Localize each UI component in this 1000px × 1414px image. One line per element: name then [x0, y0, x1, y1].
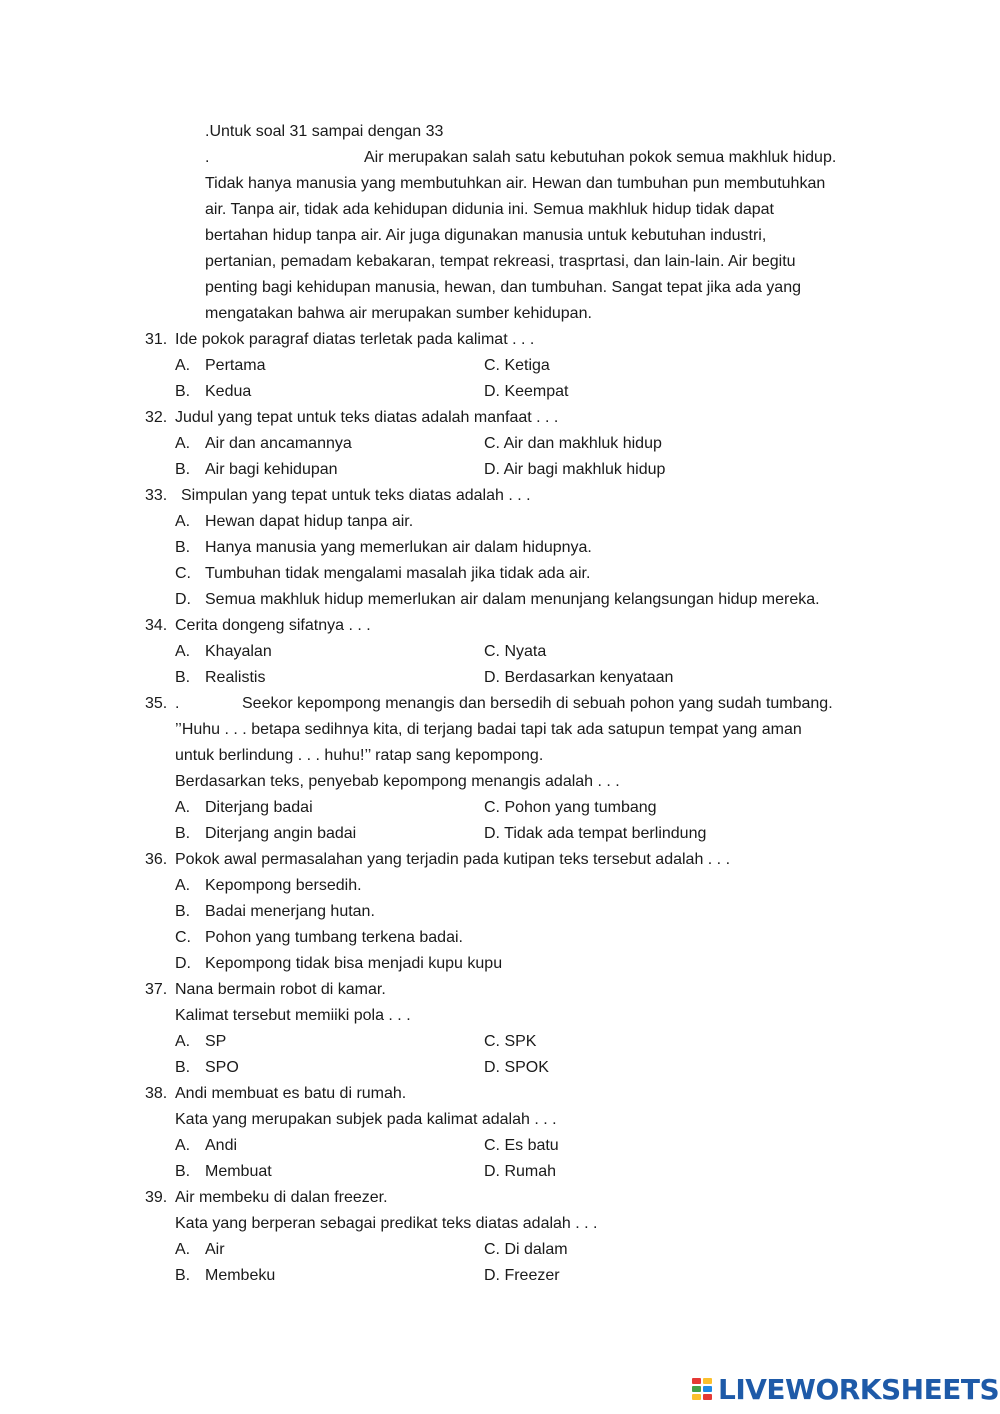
option-letter: A. — [175, 1241, 191, 1258]
passage-line-2: Tidak hanya manusia yang membutuhkan air. Hewan dan tumbuhan pun membutuhkan — [205, 175, 826, 192]
q39-question-text: Kata yang berperan sebagai predikat teks diatas adalah . . . — [175, 1215, 598, 1232]
q37-question-text: Kalimat tersebut memiiki pola . . . — [175, 1007, 411, 1024]
question-38 — [0, 1081, 1000, 1107]
option-text: Badai menerjang hutan. — [205, 903, 375, 920]
option-letter: B. — [175, 461, 191, 478]
option-letter: C. — [175, 565, 191, 582]
question-39 — [0, 1185, 1000, 1211]
q31-option-d[interactable]: D. Keempat — [484, 383, 569, 400]
question-number: 31. — [145, 331, 168, 348]
q36-option-b[interactable] — [0, 899, 1000, 925]
question-35 — [0, 691, 1000, 717]
option-letter: A. — [175, 1033, 191, 1050]
q38-option-d[interactable]: D. Rumah — [484, 1163, 557, 1180]
q36-option-a[interactable] — [0, 873, 1000, 899]
option-letter: A. — [175, 799, 191, 816]
passage-line-5: pertanian, pemadam kebakaran, tempat rekreasi, trasprtasi, dan lain-lain. Air begitu — [205, 253, 796, 270]
question-text: Cerita dongeng sifatnya . . . — [175, 617, 371, 634]
passage-line-6: penting bagi kehidupan manusia, hewan, dan tumbuhan. Sangat tepat jika ada yang — [205, 279, 801, 296]
question-number: 33. — [145, 487, 168, 504]
question-text: Andi membuat es batu di rumah. — [175, 1085, 407, 1102]
q37-option-a[interactable]: SP — [205, 1033, 227, 1050]
q34-options-row-2 — [0, 665, 1000, 691]
logo-wordmark: LIVEWORKSHEETS — [718, 1373, 1000, 1406]
option-letter: B. — [175, 1163, 191, 1180]
q32-options-row-1 — [0, 431, 1000, 457]
q39-option-b[interactable]: Membeku — [205, 1267, 276, 1284]
q34-option-a[interactable]: Khayalan — [205, 643, 272, 660]
passage-first-line — [0, 145, 1000, 171]
question-31 — [0, 327, 1000, 353]
liveworksheets-logo-icon — [692, 1376, 714, 1404]
option-letter: A. — [175, 1137, 191, 1154]
passage-lead-dot: . — [205, 149, 210, 166]
option-text: Tumbuhan tidak mengalami masalah jika tidak ada air. — [205, 565, 591, 582]
q33-option-a[interactable] — [0, 509, 1000, 535]
q36-option-c[interactable] — [0, 925, 1000, 951]
option-text: Kepompong tidak bisa menjadi kupu kupu — [205, 955, 503, 972]
passage-heading: .Untuk soal 31 sampai dengan 33 — [205, 123, 444, 140]
question-32 — [0, 405, 1000, 431]
passage-line-4: bertahan hidup tanpa air. Air juga digunakan manusia untuk kebutuhan industri, — [205, 227, 767, 244]
q31-option-c[interactable]: C. Ketiga — [484, 357, 550, 374]
passage-line-1: Air merupakan salah satu kebutuhan pokok semua makhluk hidup. — [364, 149, 837, 166]
q38-option-b[interactable]: Membuat — [205, 1163, 272, 1180]
q35-passage-line-3: untuk berlindung . . . huhu!’’ ratap sang kepompong. — [175, 747, 544, 764]
option-text: Hewan dapat hidup tanpa air. — [205, 513, 414, 530]
option-letter: B. — [175, 825, 191, 842]
option-letter: A. — [175, 513, 191, 530]
option-text: Pohon yang tumbang terkena badai. — [205, 929, 463, 946]
q38-options-row-1 — [0, 1133, 1000, 1159]
question-number: 37. — [145, 981, 168, 998]
q37-option-d[interactable]: D. SPOK — [484, 1059, 549, 1076]
q33-option-c[interactable] — [0, 561, 1000, 587]
q35-option-c[interactable]: C. Pohon yang tumbang — [484, 799, 657, 816]
option-letter: D. — [175, 955, 191, 972]
option-letter: C. — [175, 929, 191, 946]
q39-option-a[interactable]: Air — [205, 1241, 225, 1258]
q37-options-row-1 — [0, 1029, 1000, 1055]
question-number: 34. — [145, 617, 168, 634]
q35-options-row-2 — [0, 821, 1000, 847]
q37-option-b[interactable]: SPO — [205, 1059, 239, 1076]
option-letter: B. — [175, 383, 191, 400]
question-33 — [0, 483, 1000, 509]
q34-option-c[interactable]: C. Nyata — [484, 643, 547, 660]
q38-option-c[interactable]: C. Es batu — [484, 1137, 559, 1154]
option-text: Semua makhluk hidup memerlukan air dalam menunjang kelangsungan hidup mereka. — [205, 591, 820, 608]
option-letter: B. — [175, 903, 191, 920]
question-number: 36. — [145, 851, 168, 868]
q39-options-row-2 — [0, 1263, 1000, 1289]
option-text: Kepompong bersedih. — [205, 877, 362, 894]
q32-options-row-2 — [0, 457, 1000, 483]
q32-option-d[interactable]: D. Air bagi makhluk hidup — [484, 461, 666, 478]
question-number: 39. — [145, 1189, 168, 1206]
question-number: 38. — [145, 1085, 168, 1102]
q35-passage-line-2: ’’Huhu . . . betapa sedihnya kita, di terjang badai tapi tak ada satupun tempat yang aman — [175, 721, 802, 738]
q34-options-row-1 — [0, 639, 1000, 665]
passage-line-3: air. Tanpa air, tidak ada kehidupan didunia ini. Semua makhluk hidup tidak dapat — [205, 201, 774, 218]
q35-option-a[interactable]: Diterjang badai — [205, 799, 313, 816]
q39-options-row-1 — [0, 1237, 1000, 1263]
q32-option-c[interactable]: C. Air dan makhluk hidup — [484, 435, 662, 452]
q31-option-a[interactable]: Pertama — [205, 357, 266, 374]
q33-option-d[interactable] — [0, 587, 1000, 613]
q31-options-row-1 — [0, 353, 1000, 379]
q38-option-a[interactable]: Andi — [205, 1137, 238, 1154]
q34-option-d[interactable]: D. Berdasarkan kenyataan — [484, 669, 674, 686]
question-text: Air membeku di dalan freezer. — [175, 1189, 388, 1206]
q35-passage-line-1: Seekor kepompong menangis dan bersedih di sebuah pohon yang sudah tumbang. — [242, 695, 833, 712]
q38-question-text: Kata yang merupakan subjek pada kalimat adalah . . . — [175, 1111, 557, 1128]
option-letter: A. — [175, 435, 191, 452]
q32-option-b[interactable]: Air bagi kehidupan — [205, 461, 338, 478]
q37-options-row-2 — [0, 1055, 1000, 1081]
q31-options-row-2 — [0, 379, 1000, 405]
q39-option-d[interactable]: D. Freezer — [484, 1267, 560, 1284]
question-36 — [0, 847, 1000, 873]
option-letter: B. — [175, 539, 191, 556]
option-letter: B. — [175, 669, 191, 686]
q37-option-c[interactable]: C. SPK — [484, 1033, 537, 1050]
q31-option-b[interactable]: Kedua — [205, 383, 252, 400]
q34-option-b[interactable]: Realistis — [205, 669, 266, 686]
question-34 — [0, 613, 1000, 639]
option-letter: A. — [175, 877, 191, 894]
q35-lead-dot: . — [175, 695, 180, 712]
option-text: Hanya manusia yang memerlukan air dalam hidupnya. — [205, 539, 592, 556]
question-number: 32. — [145, 409, 168, 426]
q35-option-d[interactable]: D. Tidak ada tempat berlindung — [484, 825, 707, 842]
question-text: Judul yang tepat untuk teks diatas adalah manfaat . . . — [175, 409, 559, 426]
question-text: Ide pokok paragraf diatas terletak pada kalimat . . . — [175, 331, 535, 348]
option-letter: A. — [175, 357, 191, 374]
q33-option-b[interactable] — [0, 535, 1000, 561]
question-text: Simpulan yang tepat untuk teks diatas adalah . . . — [181, 487, 531, 504]
q35-options-row-1 — [0, 795, 1000, 821]
q39-option-c[interactable]: C. Di dalam — [484, 1241, 568, 1258]
q32-option-a[interactable]: Air dan ancamannya — [205, 435, 352, 452]
question-text: Pokok awal permasalahan yang terjadin pada kutipan teks tersebut adalah . . . — [175, 851, 731, 868]
option-letter: B. — [175, 1267, 191, 1284]
q35-question-text: Berdasarkan teks, penyebab kepompong menangis adalah . . . — [175, 773, 620, 790]
option-letter: D. — [175, 591, 191, 608]
liveworksheets-logo — [692, 1374, 999, 1406]
question-text: Nana bermain robot di kamar. — [175, 981, 386, 998]
option-letter: B. — [175, 1059, 191, 1076]
passage-line-7: mengatakan bahwa air merupakan sumber kehidupan. — [205, 305, 592, 322]
question-number: 35. — [145, 695, 168, 712]
option-letter: A. — [175, 643, 191, 660]
question-37 — [0, 977, 1000, 1003]
q35-option-b[interactable]: Diterjang angin badai — [205, 825, 357, 842]
q36-option-d[interactable] — [0, 951, 1000, 977]
q38-options-row-2 — [0, 1159, 1000, 1185]
